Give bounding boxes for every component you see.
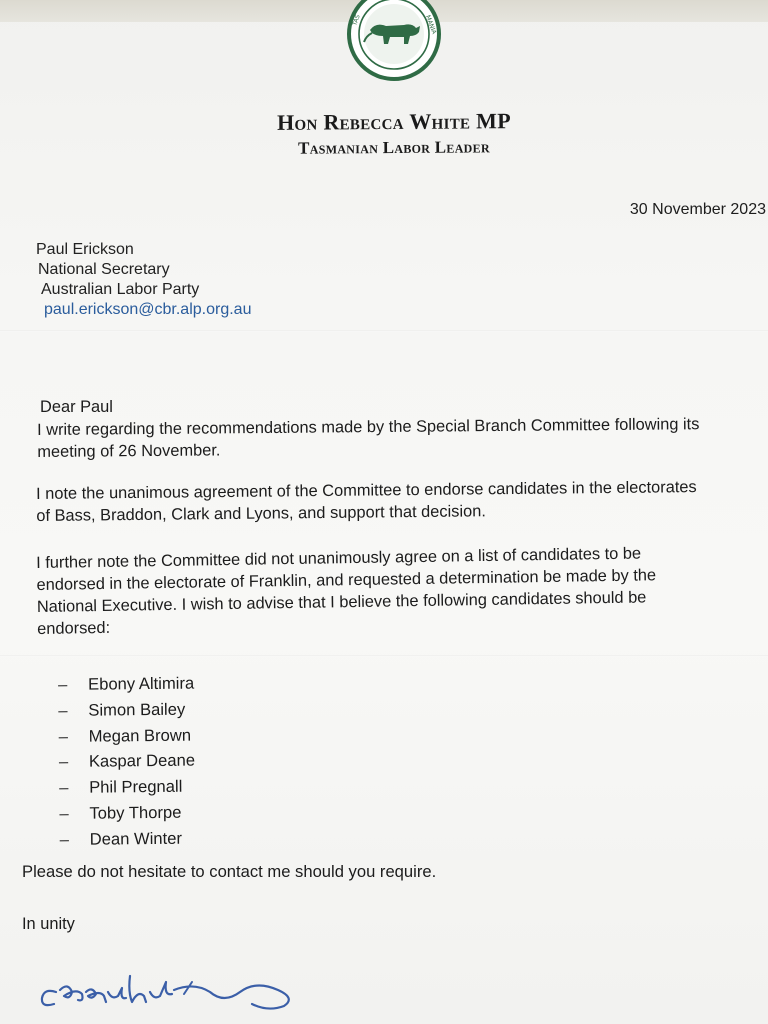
list-item [59, 777, 195, 804]
list-item [59, 803, 195, 830]
paper-fold-line [0, 330, 768, 332]
candidate-list [58, 674, 196, 856]
letterhead-name: Hon Rebecca White MP [276, 108, 512, 135]
list-item [58, 674, 194, 701]
list-dash: – [59, 829, 70, 849]
paragraph-line: I further note the Committee did not unanimously agree on a list of candidates to be [36, 544, 642, 572]
paragraph-2 [36, 475, 766, 527]
list-dash: – [59, 803, 69, 823]
list-item [59, 725, 195, 752]
list-dash: – [58, 726, 68, 746]
letter-date: 30 November 2023 [629, 201, 766, 218]
candidate-name: Dean Winter [89, 828, 183, 849]
paragraph-line: endorsed in the electorate of Franklin, and requested a determination be made by the [36, 566, 657, 594]
seal-text-right: MANIA [424, 14, 438, 36]
recipient-email-link[interactable]: paul.erickson@cbr.alp.org.au [44, 301, 252, 318]
paragraph-line: National Executive. I wish to advise that I believe the following candidates should be [36, 588, 647, 616]
paragraph-line: meeting of 26 November. [37, 441, 221, 461]
list-item [58, 699, 194, 726]
closing-line: Please do not hesitate to contact me should you require. [22, 862, 437, 881]
recipient-organisation: Australian Labor Party [41, 281, 200, 298]
recipient-position: National Secretary [38, 261, 170, 278]
signoff: In unity [22, 915, 75, 933]
candidate-name: Phil Pregnall [89, 776, 183, 797]
candidate-name: Ebony Altimira [87, 673, 195, 694]
candidate-name: Megan Brown [88, 725, 192, 746]
tasmania-seal-icon [346, 0, 442, 82]
handwritten-signature [34, 952, 304, 1022]
list-dash: – [58, 752, 69, 772]
salutation: Dear Paul [40, 398, 113, 416]
candidate-name: Kaspar Deane [88, 750, 196, 772]
paragraph-line: I write regarding the recommendations made by the Special Branch Committee following its [37, 415, 700, 439]
list-dash: – [59, 778, 69, 798]
paper-fold-line [0, 655, 768, 657]
recipient-name: Paul Erickson [36, 241, 134, 258]
candidate-name: Simon Bailey [88, 699, 186, 720]
paragraph-line: I note the unanimous agreement of the Committee to endorse candidates in the electorates [36, 478, 697, 503]
list-item [59, 751, 195, 778]
paragraph-3 [36, 541, 767, 640]
list-dash: – [58, 674, 68, 694]
letterhead-title: Tasmanian Labor Leader [298, 137, 490, 158]
list-item [60, 828, 196, 855]
candidate-name: Toby Thorpe [89, 802, 182, 823]
seal-text-left: TAS [351, 13, 362, 27]
paragraph-line: of Bass, Braddon, Clark and Lyons, and support that decision. [36, 502, 486, 525]
paragraph-line: endorsed: [37, 618, 111, 638]
list-dash: – [58, 700, 68, 720]
paragraph-1 [37, 413, 767, 463]
